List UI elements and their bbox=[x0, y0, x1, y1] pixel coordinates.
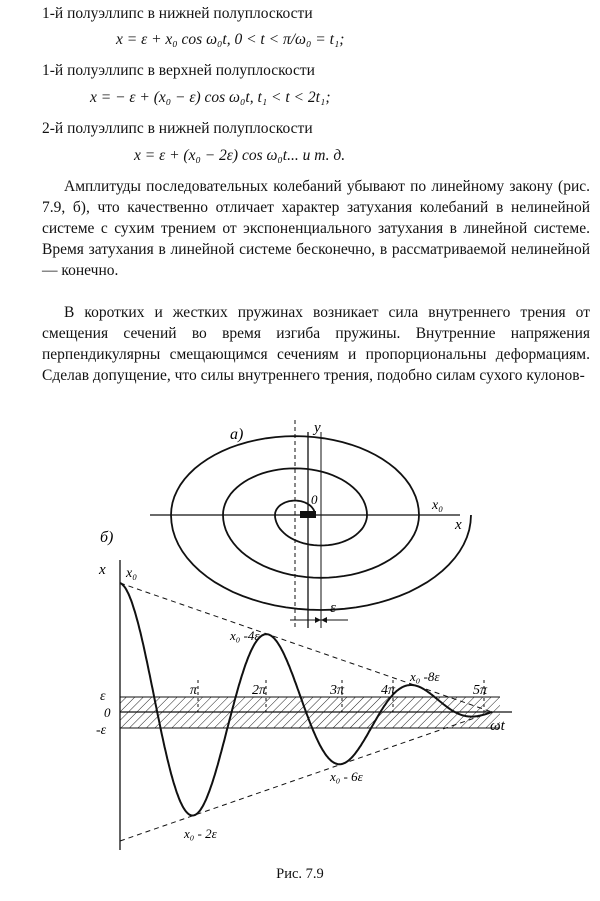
tick-pi: π bbox=[190, 683, 198, 698]
annotation-x0-minus-8e: x₀ -8ε bbox=[410, 669, 440, 684]
spiral-x-label: x bbox=[455, 517, 462, 533]
annotation-x0-minus-2e: x₀ - 2ε bbox=[184, 826, 217, 841]
panel-a-spiral bbox=[150, 420, 471, 628]
heading-lower-half-1: 1-й полуэллипс в нижней полуплоскости bbox=[42, 5, 313, 22]
tick-3pi: 3π bbox=[330, 683, 345, 698]
heading-lower-half-2: 2-й полуэллипс в нижней полуплоскости bbox=[42, 120, 313, 137]
spiral-eps-arrow-right bbox=[321, 617, 327, 623]
plot-time-axis-label: ωt bbox=[490, 718, 505, 734]
plot-neg-eps-label: -ε bbox=[96, 723, 107, 738]
spiral-center-mark bbox=[300, 511, 316, 518]
spiral-eps-arrow-left bbox=[315, 617, 321, 623]
spiral-x0-label: x₀ bbox=[432, 498, 444, 513]
annotation-x0-minus-4e: x₀ -4ε bbox=[230, 628, 260, 643]
panel-b-label: б) bbox=[100, 529, 114, 546]
lower-envelope bbox=[120, 712, 492, 841]
paragraph-amplitudes-text: Амплитуды последовательных колебаний убывают по линейному закону (рис. 7.9, б), что качественно отличает характер затухания колебаний в нелинейной системе с сухим трением от экспоненциального затухания в линейной системе. Время затухания в линейной системе бесконечно, в рассматриваемой нелинейной — конечно. bbox=[42, 178, 590, 279]
spiral-origin-label: 0 bbox=[311, 492, 318, 507]
spiral-eps-label: ε bbox=[330, 600, 336, 616]
annotation-x0-minus-6e: x₀ - 6ε bbox=[330, 769, 363, 784]
upper-envelope bbox=[120, 583, 492, 712]
plot-x0-label: x₀ bbox=[126, 566, 138, 581]
formula-3: x = ε + (x₀ − 2ε) cos ω₀t... и т. д. bbox=[134, 147, 346, 164]
tick-4pi: 4π bbox=[381, 683, 396, 698]
plot-eps-label: ε bbox=[100, 689, 106, 704]
tick-2pi: 2π bbox=[252, 683, 267, 698]
formula-2: x = − ε + (x₀ − ε) cos ω₀t, t₁ < t < 2t₁; bbox=[90, 89, 331, 106]
heading-upper-half-1: 1-й полуэллипс в верхней полуплоскости bbox=[42, 62, 315, 79]
plot-y-axis-label: x bbox=[99, 562, 106, 578]
tick-5pi: 5π bbox=[473, 683, 488, 698]
spiral-y-label: y bbox=[314, 420, 321, 436]
plot-zero-label: 0 bbox=[104, 705, 111, 720]
panel-a-label: а) bbox=[230, 426, 244, 443]
figure-caption: Рис. 7.9 bbox=[276, 866, 324, 882]
paragraph-internal-friction-text: В коротких и жестких пружинах возникает сила внутреннего трения от смещения сечений во время изгиба пружины. Внутренние напряжения перпендикулярны смещающимся сечениям и пропорциональны деформациям. Сделав допущение, что силы внутреннего трения, подобно силам сухого кулонов- bbox=[42, 304, 590, 384]
formula-1: x = ε + x₀ cos ω₀t, 0 < t < π/ω₀ = t₁; bbox=[116, 31, 345, 48]
